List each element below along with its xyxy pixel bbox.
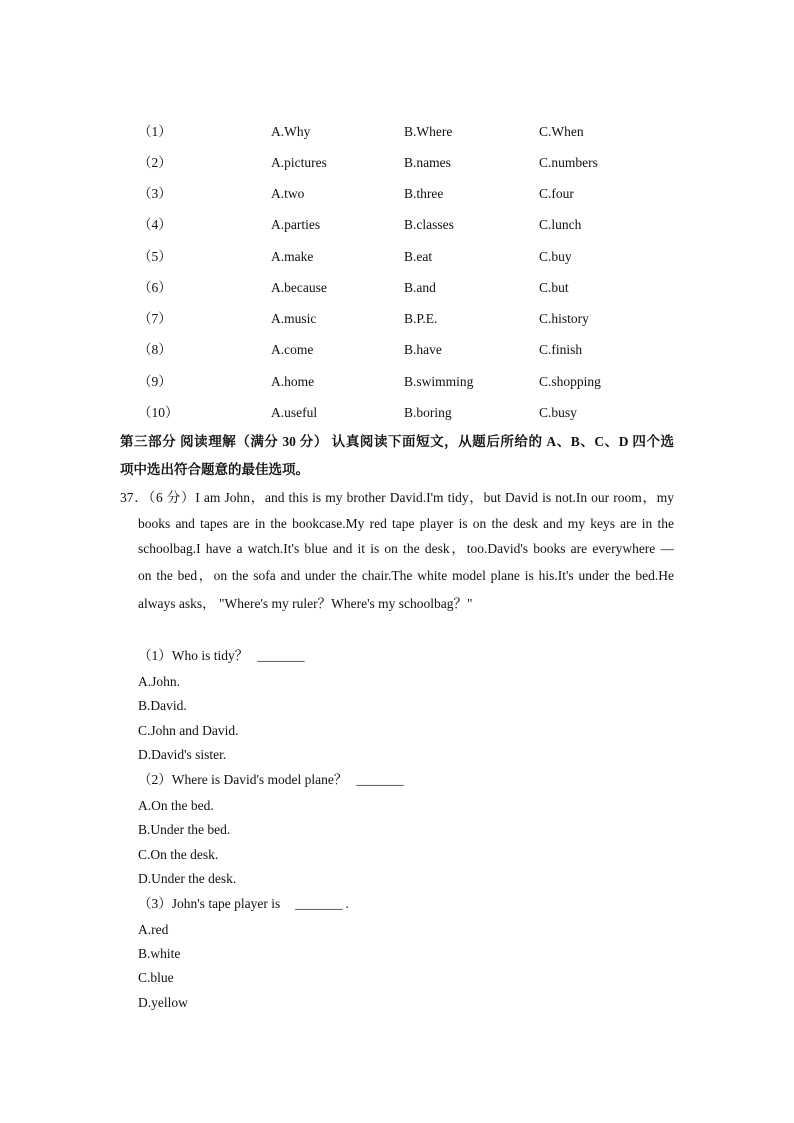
option-c: C.buy	[539, 249, 572, 264]
option-row	[0, 309, 794, 329]
option-a: A.parties	[271, 217, 321, 232]
answer-option: B.Under the bed.	[138, 822, 231, 837]
answer-option: A.red	[138, 922, 169, 937]
option-a: A.Why	[271, 124, 311, 139]
blank-number: （2）	[138, 155, 172, 170]
answer-blank: _______	[257, 648, 305, 663]
option-b: B.P.E.	[404, 311, 438, 326]
answer-option: C.On the desk.	[138, 847, 219, 862]
blank-number: （7）	[138, 311, 172, 326]
section-heading-line: 第三部分 阅读理解（满分 30 分） 认真阅读下面短文，从题后所给的 A、B、C、D 四个选	[120, 434, 674, 449]
option-c: C.finish	[539, 342, 583, 357]
passage-line: schoolbag.I have a watch.It's blue and it is on the desk，too.David's books are everywhere —	[138, 541, 674, 556]
answer-option: B.white	[138, 946, 181, 961]
option-row	[0, 247, 794, 267]
passage-line	[120, 488, 674, 508]
answer-option: A.On the bed.	[138, 798, 214, 813]
option-c: C.shopping	[539, 374, 601, 389]
option-a: A.home	[271, 374, 315, 389]
option-b: B.and	[404, 280, 436, 295]
blank-number: （1）	[138, 124, 172, 139]
option-c: C.but	[539, 280, 569, 295]
passage-line: always asks， "Where's my ruler？Where's my schoolbag？"	[138, 596, 473, 611]
blank-number: （3）	[138, 186, 172, 201]
question-number: 37．	[120, 490, 149, 505]
passage-text: I am John，and this is my brother David.I'm tidy，but David is not.In our room，my	[195, 490, 674, 505]
option-c: C.numbers	[539, 155, 598, 170]
option-row	[0, 403, 794, 423]
option-row	[0, 122, 794, 142]
option-c: C.four	[539, 186, 574, 201]
option-row	[0, 153, 794, 173]
option-a: A.pictures	[271, 155, 327, 170]
question-text: （3）John's tape player is	[138, 896, 281, 911]
passage-line: books and tapes are in the bookcase.My red tape player is on the desk and my keys are in the	[138, 516, 674, 531]
option-a: A.music	[271, 311, 317, 326]
option-b: B.have	[404, 342, 442, 357]
blank-number: （9）	[138, 374, 172, 389]
answer-option: D.yellow	[138, 995, 188, 1010]
answer-option: A.John.	[138, 674, 181, 689]
option-c: C.lunch	[539, 217, 582, 232]
question-stem	[138, 646, 305, 666]
blank-number: （6）	[138, 280, 172, 295]
option-a: A.because	[271, 280, 327, 295]
option-row	[0, 340, 794, 360]
option-row	[0, 278, 794, 298]
option-a: A.two	[271, 186, 305, 201]
blank-number: （10）	[138, 405, 179, 420]
option-c: C.When	[539, 124, 584, 139]
passage-line: on the bed，on the sofa and under the chair.The white model plane is his.It's under the bed.He	[138, 568, 674, 583]
option-c: C.busy	[539, 405, 577, 420]
option-row	[0, 215, 794, 235]
option-b: B.three	[404, 186, 444, 201]
section-heading-line: 项中选出符合题意的最佳选项。	[120, 462, 309, 477]
option-a: A.useful	[271, 405, 318, 420]
option-b: B.names	[404, 155, 451, 170]
answer-option: D.David's sister.	[138, 747, 227, 762]
question-score: （6 分）	[148, 490, 196, 505]
option-b: B.swimming	[404, 374, 474, 389]
option-c: C.history	[539, 311, 589, 326]
blank-number: （4）	[138, 217, 172, 232]
blank-number: （5）	[138, 249, 172, 264]
option-b: B.classes	[404, 217, 454, 232]
option-row	[0, 184, 794, 204]
answer-option: B.David.	[138, 698, 187, 713]
question-text: （1）Who is tidy？	[138, 648, 249, 663]
answer-blank: _______	[356, 772, 404, 787]
option-row	[0, 372, 794, 392]
option-a: A.come	[271, 342, 314, 357]
question-stem	[138, 894, 349, 914]
answer-option: D.Under the desk.	[138, 871, 237, 886]
answer-option: C.John and David.	[138, 723, 239, 738]
question-text: （2）Where is David's model plane？	[138, 772, 348, 787]
question-tail: .	[345, 896, 349, 911]
option-b: B.Where	[404, 124, 453, 139]
option-b: B.boring	[404, 405, 452, 420]
option-b: B.eat	[404, 249, 433, 264]
option-a: A.make	[271, 249, 314, 264]
answer-option: C.blue	[138, 970, 174, 985]
answer-blank: _______	[295, 896, 343, 911]
blank-number: （8）	[138, 342, 172, 357]
question-stem	[138, 770, 404, 790]
